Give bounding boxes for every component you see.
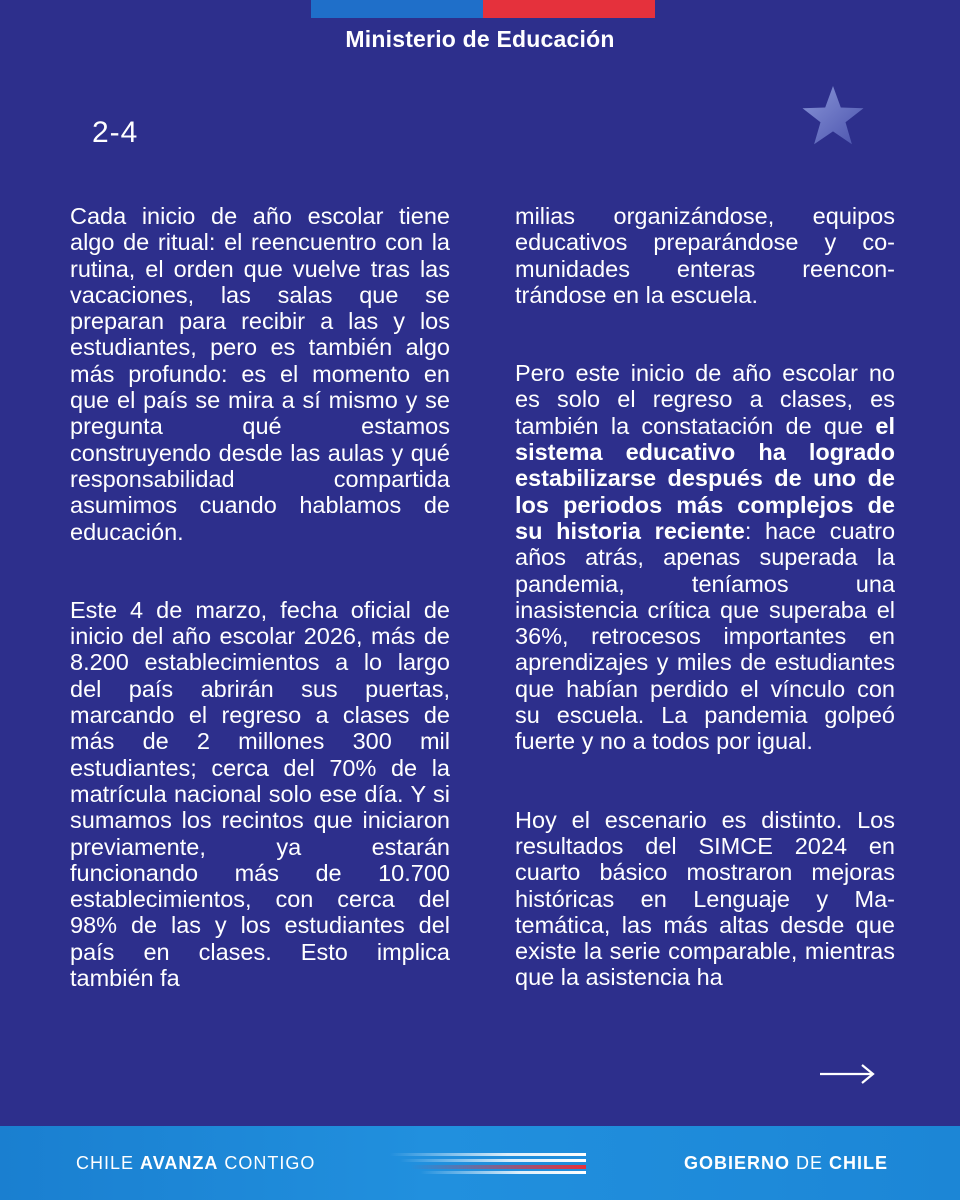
text-segment: Pero este inicio de año escolar no es solo el regreso a clases, es también la constatación de que <box>515 360 895 439</box>
campaign-slogan <box>76 1153 315 1174</box>
footer-band <box>0 1126 960 1200</box>
star-icon <box>800 84 866 150</box>
left-column <box>70 203 450 1043</box>
gov-part-bold: CHILE <box>822 1153 888 1173</box>
government-logo-text <box>684 1153 888 1174</box>
text-segment: : hace cuatro años atrás, apenas superada la pandemia, teníamos una inasistencia crítica que superaba el 36%, retrocesos importantes en aprendizajes y miles de estudiantes que habían perdido el vínculo con su escuela. La pandemia golpeó fuerte y no a todos por igual. <box>515 517 896 755</box>
ministry-title: Ministerio de Educación <box>345 26 615 52</box>
slogan-part-bold: AVANZA <box>140 1153 219 1173</box>
page-number: 2-4 <box>92 116 139 149</box>
slogan-part: CHILE <box>76 1153 141 1173</box>
right-column <box>515 203 895 1043</box>
paragraph: milias organizándose, equipos educativos preparándose y comunidades enteras reencontrándose en la escuela. <box>515 203 895 308</box>
paragraph <box>515 360 895 754</box>
paragraph: Cada inicio de año escolar tiene algo de ritual: el reencuentro con la rutina, el orden que vuelve tras las vacaciones, las salas que se preparan para recibir a las y los estudiantes, pero es también algo más profundo: es el momento en que el país se mira a sí mismo y se pregunta qué estamos construyendo desde las aulas y qué responsabilidad compartida asumimos cuando hablamos de educación. <box>70 203 450 545</box>
gov-part: DE <box>795 1153 823 1173</box>
paragraph: Este 4 de marzo, fecha oficial de inicio del año escolar 2026, más de 8.200 establecimientos a lo largo del país abrirán sus puertas, marcando el regreso a clases de más de 2 millones 300 mil estudiantes; cerca del 70% de la matrícula nacional solo ese día. Y si sumamos los recintos que iniciaron previamente, ya estarán funcionando más de 10.700 establecimientos, con cerca del 98% de las y los estudiantes del país en clases. Esto implica también fa <box>70 596 450 992</box>
arrow-right-icon[interactable] <box>818 1060 876 1088</box>
bold-text-segment: el sistema educativo ha logrado estabilizarse después de uno de los periodos más complejos de su historia reciente <box>515 412 895 544</box>
flag-bar <box>311 0 655 18</box>
paragraph: Hoy el escenario es distinto. Los resultados del SIMCE 2024 en cuarto básico mostraron mejoras históricas en Lenguaje y Matemática, las más altas desde que existe la serie comparable, mientras que la asistencia ha <box>515 806 895 991</box>
flag-bar-blue <box>311 0 483 18</box>
stripes-logo <box>390 1150 586 1176</box>
flag-bar-red <box>483 0 655 18</box>
slogan-part: CONTIGO <box>218 1153 316 1173</box>
gov-part-bold: GOBIERNO <box>683 1153 796 1173</box>
